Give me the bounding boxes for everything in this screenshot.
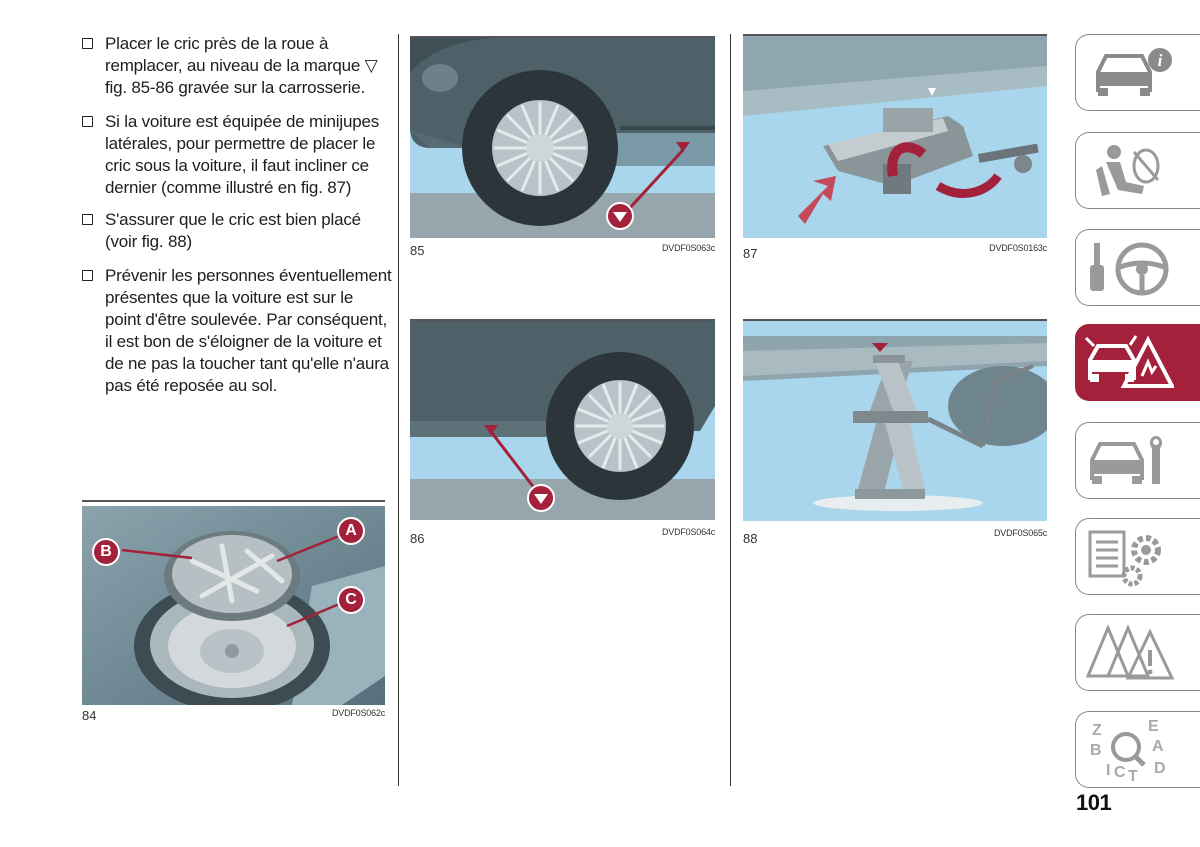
airbag-seat-icon [1084, 140, 1174, 202]
nav-tab-technical-data[interactable] [1075, 518, 1200, 595]
warning-triangles-icon [1084, 622, 1174, 684]
svg-text:D: D [1154, 760, 1166, 777]
figure-code: DVDF0S063c [661, 243, 715, 253]
figure-code: DVDF0S062c [331, 708, 385, 718]
svg-text:C: C [1114, 764, 1126, 781]
jack-tilt-under-skirt-image [743, 36, 1047, 238]
car-jack-point-front-image [410, 38, 715, 238]
instruction-item: S'assurer que le cric est bien placé (voir fig. 88) [80, 209, 392, 253]
svg-text:A: A [1152, 738, 1164, 755]
svg-text:E: E [1148, 719, 1159, 735]
figure-number: 84 [82, 708, 97, 723]
nav-tab-car-info[interactable] [1075, 34, 1200, 111]
figure-top-rule [82, 500, 385, 502]
figure-number: 88 [743, 531, 758, 546]
figure-number: 87 [743, 246, 758, 261]
column-divider [730, 34, 731, 786]
callout-a: A [337, 517, 365, 545]
callout-c: C [337, 586, 365, 614]
figure-number: 86 [410, 531, 425, 546]
car-info-icon [1084, 42, 1174, 104]
figure-85 [410, 36, 715, 262]
svg-text:T: T [1128, 768, 1138, 781]
nav-tab-maintenance[interactable] [1075, 422, 1200, 499]
instruction-item: Placer le cric près de la roue à remplacer, au niveau de la marque ▽ fig. 85-86 gravée sur la carrosserie. [80, 33, 392, 99]
nav-tab-starting-driving[interactable] [1075, 229, 1200, 306]
callout-b: B [92, 538, 120, 566]
figure-84 [82, 500, 385, 725]
car-emergency-warning-icon [1084, 332, 1174, 394]
page-number: 101 [1076, 790, 1112, 815]
checkbox-bullet-icon [82, 214, 93, 225]
key-steering-wheel-icon [1084, 237, 1174, 299]
figure-code: DVDF0S064c [661, 527, 715, 537]
figure-code: DVDF0S0163c [989, 243, 1047, 253]
nav-tab-emergency[interactable] [1075, 324, 1200, 401]
column-divider [398, 34, 399, 786]
instruction-item: Si la voiture est équipée de minijupes latérales, pour permettre de placer le cric sous la voiture, il faut incliner ce dernier (comme illustré en fig. 87) [80, 111, 392, 199]
figure-87 [743, 34, 1047, 264]
figure-86 [410, 319, 715, 549]
nav-tab-warnings[interactable] [1075, 614, 1200, 691]
car-jack-point-rear-image [410, 321, 715, 520]
figure-code: DVDF0S065c [993, 528, 1047, 538]
jack-positioned-image [743, 321, 1047, 521]
instruction-list [80, 33, 392, 409]
figure-number: 85 [410, 243, 425, 258]
technical-data-gears-icon [1084, 526, 1174, 588]
nav-tab-safety[interactable] [1075, 132, 1200, 209]
svg-text:I: I [1106, 762, 1111, 779]
nav-tab-index[interactable] [1075, 711, 1200, 788]
checkbox-bullet-icon [82, 38, 93, 49]
checkbox-bullet-icon [82, 116, 93, 127]
svg-text:Z: Z [1092, 722, 1102, 739]
instruction-item: Prévenir les personnes éventuellement présentes que la voiture est sur le point d'être soulevée. Par conséquent, il est bon de s'éloigner de la voiture et de ne pas la toucher tant qu'elle n'aura pas été reposée au sol. [80, 265, 392, 397]
alphabetical-index-search-icon [1084, 719, 1174, 781]
figure-88 [743, 319, 1047, 549]
checkbox-bullet-icon [82, 270, 93, 281]
svg-text:B: B [1090, 742, 1102, 759]
svg-text:i: i [1157, 51, 1163, 70]
car-maintenance-wrench-icon [1084, 430, 1174, 492]
